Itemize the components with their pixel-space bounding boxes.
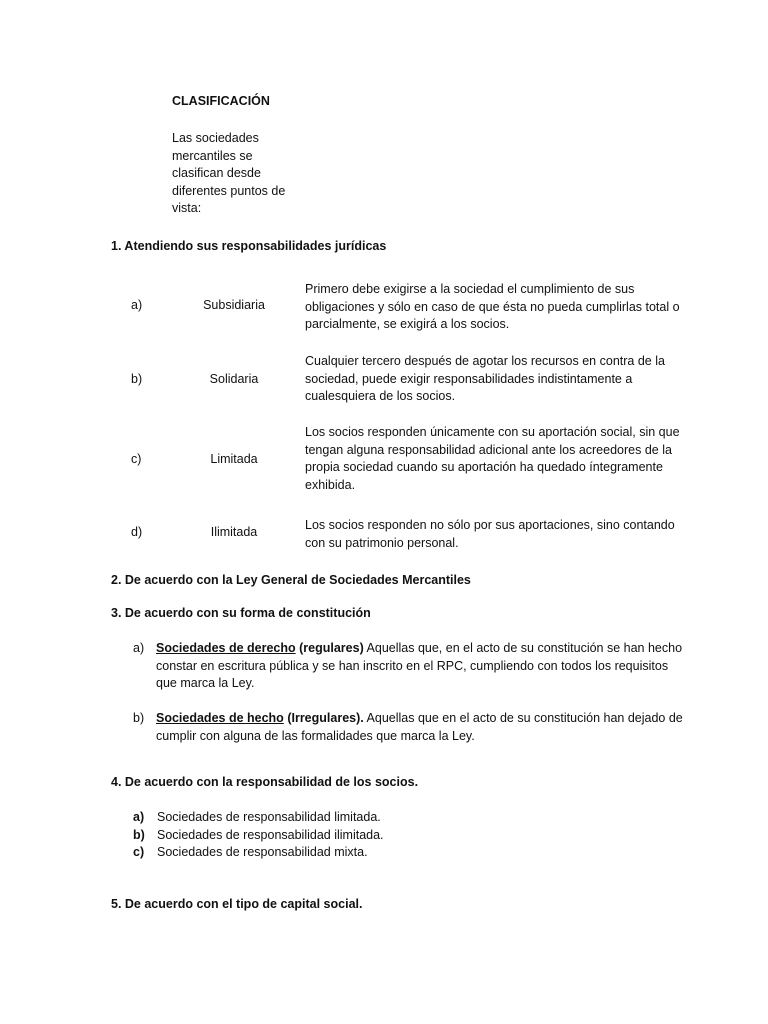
liability-item-c-text: Sociedades de responsabilidad mixta.: [157, 845, 368, 859]
row-c-type: Limitada: [210, 452, 258, 466]
intro-paragraph: Las sociedades mercantiles se clasifican desde diferentes puntos de vista:: [172, 131, 286, 215]
constitution-item-a-text: Aquellas que, en el acto de su constitución se han hecho constar en escritura pública y se han inscrito en el RPC, cumpliendo con todos los requisitos que marca la Ley.: [156, 641, 683, 690]
section-3-heading: 3. De acuerdo con su forma de constitución: [111, 606, 371, 620]
row-d-letter: d): [131, 525, 143, 539]
row-b-description: Cualquier tercero después de agotar los recursos en contra de la sociedad, puede exigir responsabilidades indistintamente a cualesquiera de los socios.: [305, 354, 665, 403]
constitution-item-b-text: Aquellas que en el acto de su constitución han dejado de cumplir con alguna de las formalidades que marca la Ley.: [156, 711, 683, 743]
row-b-type: Solidaria: [209, 372, 259, 386]
section-4-heading: 4. De acuerdo con la responsabilidad de los socios.: [111, 775, 419, 789]
row-c-description: Los socios responden únicamente con su aportación social, sin que tengan alguna responsabilidad adicional ante los acreedores de la propia sociedad cuando su aportación ha quedado íntegramente exhibida.: [305, 425, 680, 492]
row-b-letter: b): [131, 372, 143, 386]
row-a-type: Subsidiaria: [203, 298, 265, 312]
constitution-item-a: [156, 640, 686, 693]
row-d-type: Ilimitada: [210, 525, 258, 539]
document-title: CLASIFICACIÓN: [172, 94, 270, 108]
constitution-item-b-term: Sociedades de hecho: [156, 711, 284, 725]
constitution-item-a-term: Sociedades de derecho: [156, 641, 296, 655]
constitution-item-a-letter: a): [133, 641, 145, 655]
section-1-heading: 1. Atendiendo sus responsabilidades jurídicas: [111, 239, 387, 253]
liability-item-c-letter: c): [133, 845, 145, 859]
section-2-heading: 2. De acuerdo con la Ley General de Sociedades Mercantiles: [111, 573, 471, 587]
constitution-item-b-paren: (Irregulares).: [287, 711, 364, 725]
liability-item-b-letter: b): [133, 828, 145, 842]
liability-item-a-letter: a): [133, 810, 145, 824]
row-a-letter: a): [131, 298, 143, 312]
row-d-description: Los socios responden no sólo por sus aportaciones, sino contando con su patrimonio personal.: [305, 518, 675, 550]
row-c-letter: c): [131, 452, 142, 466]
section-5-heading: 5. De acuerdo con el tipo de capital social.: [111, 897, 363, 911]
row-a-description: Primero debe exigirse a la sociedad el cumplimiento de sus obligaciones y sólo en caso de que ésta no pueda cumplirlas total o parcialmente, se exigirá a los socios.: [305, 282, 680, 331]
liability-item-a-text: Sociedades de responsabilidad limitada.: [157, 810, 381, 824]
constitution-item-b: [156, 710, 686, 745]
liability-item-b-text: Sociedades de responsabilidad ilimitada.: [157, 828, 384, 842]
constitution-item-a-paren: (regulares): [299, 641, 364, 655]
constitution-item-b-letter: b): [133, 711, 145, 725]
